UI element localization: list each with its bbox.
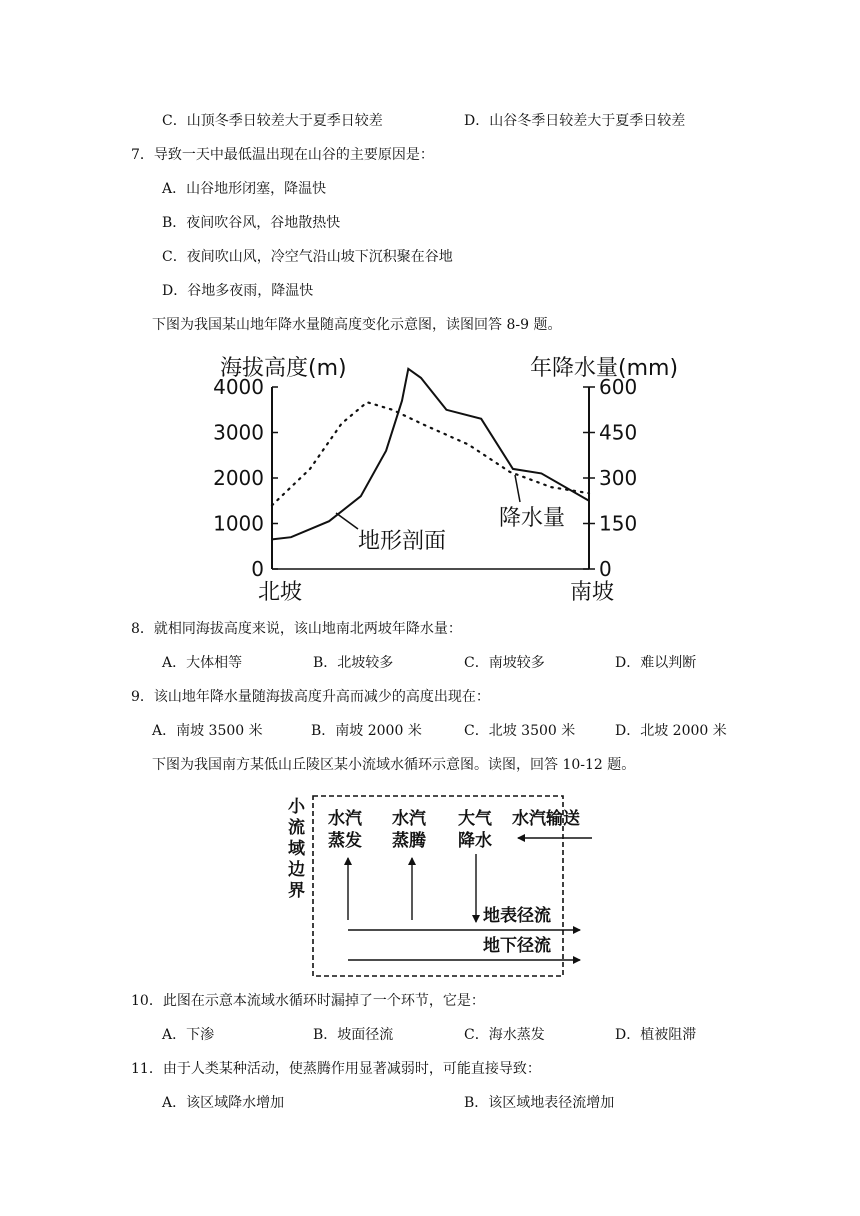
- q8-option-b: B．北坡较多: [313, 655, 394, 671]
- q7-option-b: B．夜间吹谷风，谷地散热快: [162, 215, 341, 231]
- q11-stem: 11．由于人类某种活动，使蒸腾作用显著减弱时，可能直接导致：: [131, 1061, 541, 1077]
- precipitation-label-1: 大气: [458, 809, 492, 829]
- right-tick-label: 300: [599, 466, 638, 490]
- transpiration-label-2: 蒸腾: [392, 831, 426, 851]
- svg-text:流: 流: [288, 818, 305, 838]
- svg-text:小: 小: [288, 797, 305, 817]
- q8-option-a: A．大体相等: [162, 655, 243, 671]
- right-tick-label: 0: [599, 557, 612, 581]
- intro-8-9: 下图为我国某山地年降水量随高度变化示意图，读图回答 8-9 题。: [152, 317, 562, 333]
- q10-stem: 10．此图在示意本流域水循环时漏掉了一个环节，它是：: [131, 993, 485, 1009]
- boundary-label: [288, 796, 306, 901]
- right-tick-label: 600: [599, 375, 638, 399]
- left-tick-label: 0: [251, 557, 264, 581]
- left-axis-title: 海拔高度(m): [220, 356, 347, 381]
- q9-option-d: D．北坡 2000 米: [615, 723, 727, 739]
- evaporation-label-1: 水汽: [328, 809, 362, 829]
- precipitation-line: [272, 402, 589, 505]
- q9-stem: 9．该山地年降水量随海拔高度升高而减少的高度出现在：: [131, 689, 490, 705]
- groundwater-runoff-label: 地下径流: [483, 936, 551, 956]
- q9-option-a: A．南坡 3500 米: [152, 723, 263, 739]
- q8-option-d: D．难以判断: [615, 655, 697, 671]
- left-tick-label: 1000: [213, 511, 264, 536]
- q10-option-d: D．植被阻滞: [615, 1027, 697, 1043]
- right-tick-label: 150: [599, 511, 638, 536]
- q7-option-d: D．谷地多夜雨，降温快: [162, 283, 314, 299]
- precip-leader-line: [515, 475, 520, 502]
- q6-option-d: D．山谷冬季日较差大于夏季日较差: [464, 113, 686, 129]
- surface-runoff-label: 地表径流: [483, 906, 551, 926]
- left-tick-label: 4000: [213, 375, 264, 399]
- left-tick-label: 2000: [213, 466, 264, 490]
- q9-option-c: C．北坡 3500 米: [464, 723, 576, 739]
- q11-option-a: A．该区域降水增加: [162, 1095, 285, 1111]
- q8-stem: 8．就相同海拔高度来说，该山地南北两坡年降水量：: [131, 621, 462, 637]
- q7-option-a: A．山谷地形闭塞，降温快: [162, 181, 327, 197]
- svg-text:界: 界: [288, 881, 305, 901]
- q10-option-a: A．下渗: [162, 1027, 215, 1043]
- transpiration-label-1: 水汽: [392, 809, 426, 829]
- q11-option-b: B．该区域地表径流增加: [464, 1095, 615, 1111]
- left-tick-label: 3000: [213, 420, 264, 445]
- precipitation-altitude-chart: [200, 345, 679, 610]
- terrain-leader-line: [336, 513, 358, 529]
- right-tick-label: 450: [599, 420, 638, 445]
- q10-option-c: C．海水蒸发: [464, 1027, 545, 1043]
- q10-option-b: B．坡面径流: [313, 1027, 394, 1043]
- q7-option-c: C．夜间吹山风，冷空气沿山坡下沉积聚在谷地: [162, 249, 453, 265]
- svg-text:域: 域: [288, 839, 305, 859]
- intro-10-12: 下图为我国南方某低山丘陵区某小流域水循环示意图。读图，回答 10-12 题。: [152, 757, 636, 773]
- terrain-label: 地形剖面: [358, 529, 447, 554]
- q8-option-c: C．南坡较多: [464, 655, 545, 671]
- right-axis-title: 年降水量(mm): [530, 356, 679, 381]
- q6-option-c: C．山顶冬季日较差大于夏季日较差: [162, 113, 383, 129]
- evaporation-label-2: 蒸发: [328, 831, 362, 851]
- water-cycle-diagram: [280, 788, 600, 988]
- q7-stem: 7．导致一天中最低温出现在山谷的主要原因是：: [131, 147, 434, 163]
- south-slope-label: 南坡: [570, 580, 615, 605]
- q9-option-b: B．南坡 2000 米: [311, 723, 422, 739]
- north-slope-label: 北坡: [258, 580, 303, 605]
- precipitation-label-2: 降水: [458, 831, 492, 851]
- svg-text:边: 边: [288, 860, 305, 880]
- vapor-transport-label: 水汽输送: [512, 809, 580, 829]
- precip-label: 降水量: [499, 506, 566, 531]
